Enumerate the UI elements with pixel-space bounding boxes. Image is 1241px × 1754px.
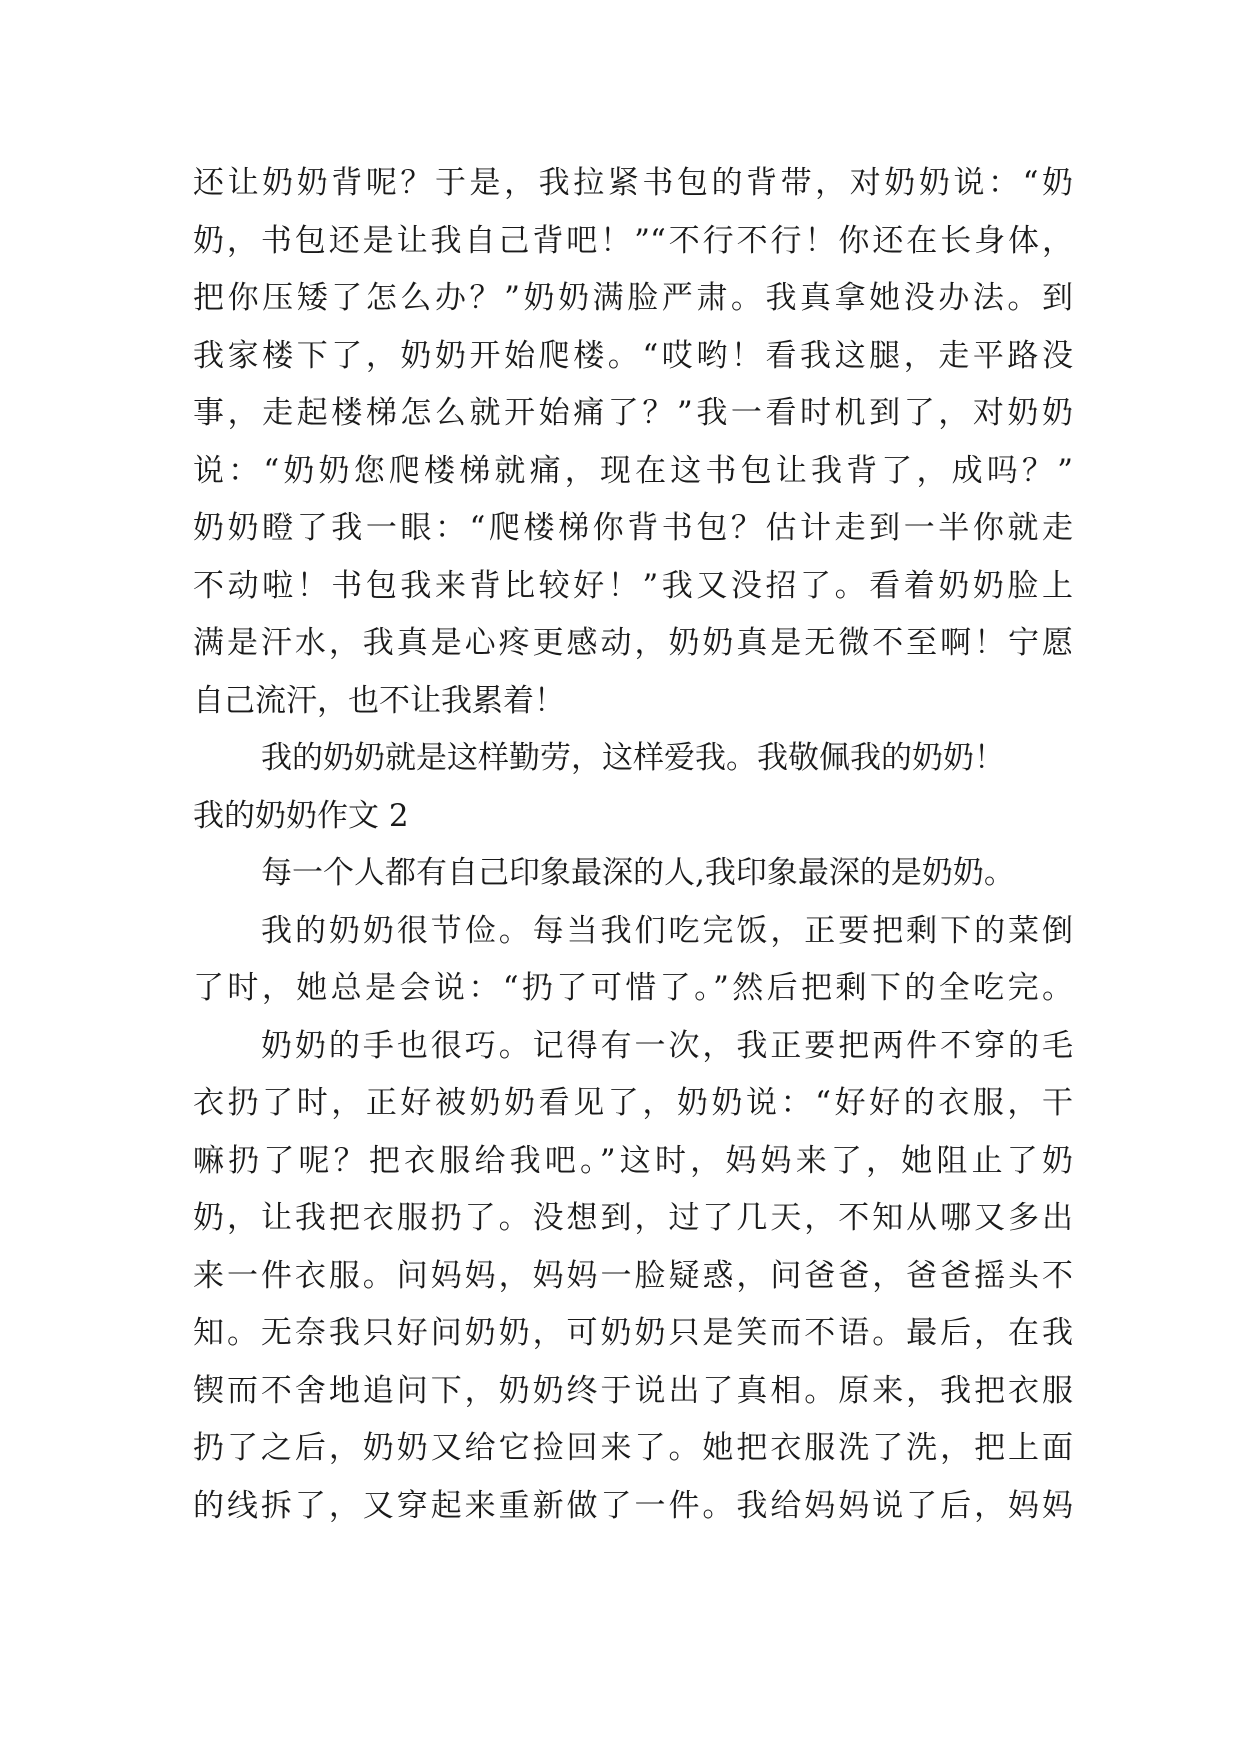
text-line: 奶奶的手也很巧。记得有一次，我正要把两件不穿的毛: [261, 1027, 1073, 1064]
text-line: 知。无奈我只好问奶奶，可奶奶只是笑而不语。最后，在我: [193, 1315, 1073, 1351]
text-line: 还让奶奶背呢？于是，我拉紧书包的背带，对奶奶说：“奶: [193, 165, 1073, 201]
paragraph-4: [193, 903, 1073, 1018]
section-heading: 我的奶奶作文 2: [193, 797, 409, 834]
text-line: 锲而不舍地追问下，奶奶终于说出了真相。原来，我把衣服: [193, 1372, 1073, 1409]
text-line: 嘛扔了呢？把衣服给我吧。”这时，妈妈来了，她阻止了奶: [193, 1142, 1073, 1179]
text-line: 把你压矮了怎么办？”奶奶满脸严肃。我真拿她没办法。到: [193, 280, 1073, 316]
paragraph-1: [193, 155, 1073, 730]
text-line: 自己流汗，也不让我累着！: [193, 682, 565, 719]
text-line: 衣扔了时，正好被奶奶看见了，奶奶说：“好好的衣服，干: [193, 1085, 1073, 1121]
text-line: 我的奶奶很节俭。每当我们吃完饭，正要把剩下的菜倒: [261, 912, 1073, 949]
paragraph-2: 我的奶奶就是这样勤劳，这样爱我。我敬佩我的奶奶！: [261, 740, 1005, 776]
text-line: 事，走起楼梯怎么就开始痛了？”我一看时机到了，对奶奶: [193, 395, 1073, 431]
text-line: 来一件衣服。问妈妈，妈妈一脸疑惑，问爸爸，爸爸摇头不: [193, 1257, 1073, 1294]
text-line: 奶奶瞪了我一眼：“爬楼梯你背书包？估计走到一半你就走: [193, 510, 1073, 546]
text-line: 满是汗水，我真是心疼更感动，奶奶真是无微不至啊！宁愿: [193, 625, 1073, 661]
text-line: 我家楼下了，奶奶开始爬楼。“哎哟！看我这腿，走平路没: [193, 337, 1073, 374]
document-body: [193, 155, 1073, 1535]
paragraph-5: [193, 1018, 1073, 1536]
paragraph-3: 每一个人都有自己印象最深的人,我印象最深的是奶奶。: [261, 855, 1015, 891]
text-line: 说：“奶奶您爬楼梯就痛，现在这书包让我背了，成吗？”: [193, 452, 1073, 489]
text-line: 了时，她总是会说：“扔了可惜了。”然后把剩下的全吃完。: [193, 970, 1073, 1006]
text-line: 不动啦！书包我来背比较好！”我又没招了。看着奶奶脸上: [193, 567, 1073, 604]
text-line: 扔了之后，奶奶又给它捡回来了。她把衣服洗了洗，把上面: [193, 1430, 1073, 1466]
text-line: 奶，让我把衣服扔了。没想到，过了几天，不知从哪又多出: [193, 1200, 1073, 1236]
text-line: 奶，书包还是让我自己背吧！”“不行不行！你还在长身体，: [193, 222, 1073, 259]
text-line: 的线拆了，又穿起来重新做了一件。我给妈妈说了后，妈妈: [193, 1487, 1073, 1524]
